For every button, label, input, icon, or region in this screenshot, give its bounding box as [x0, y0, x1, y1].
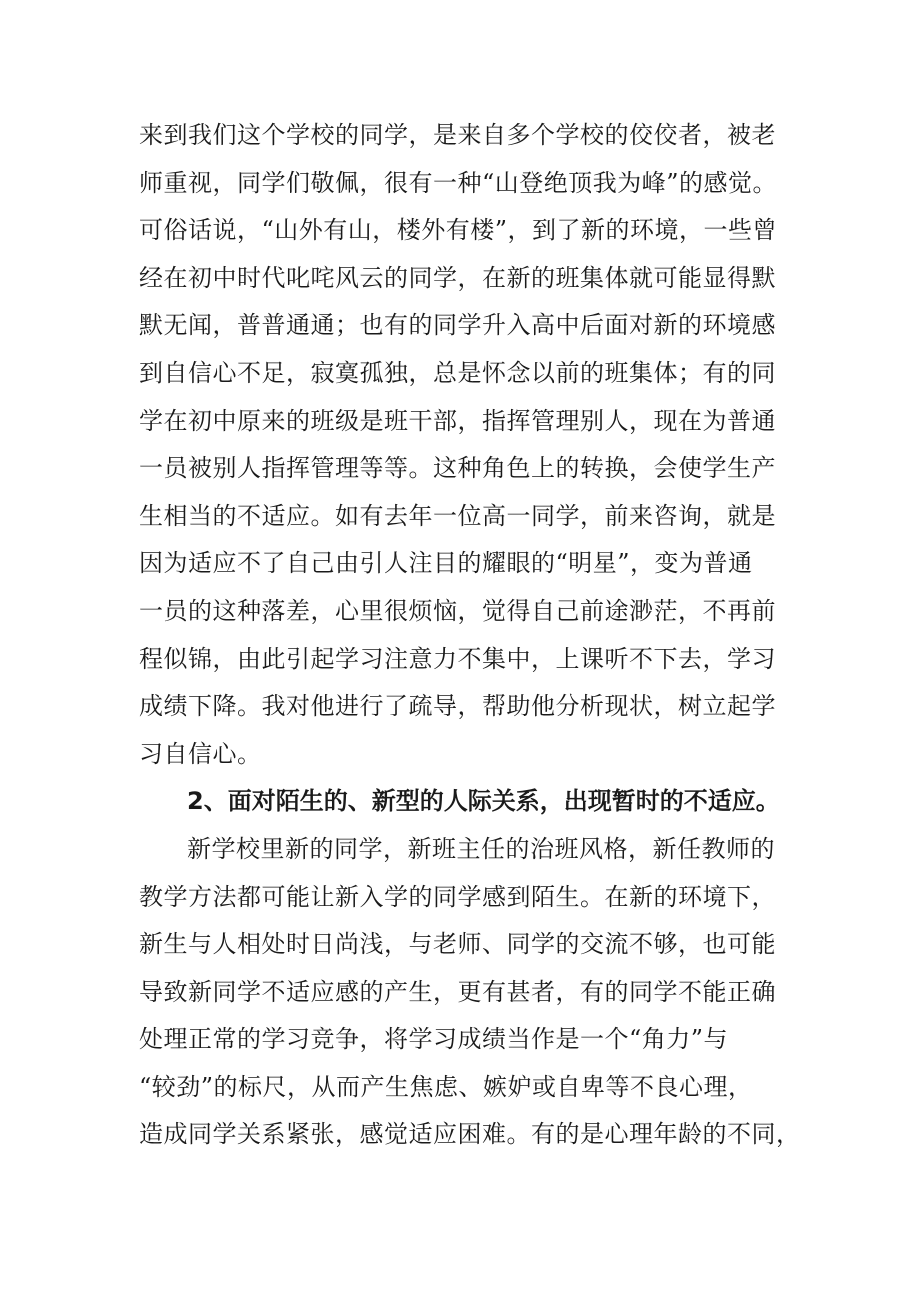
- text-line: 习自信心。: [139, 739, 262, 768]
- text-line: 默无闻，普普通通；也有的同学升入高中后面对新的环境感: [139, 311, 776, 340]
- text-line: 来到我们这个学校的同学，是来自多个学校的佼佼者，被老: [139, 121, 776, 149]
- text-line: 造成同学关系紧张，感觉适应困难。有的是心理年龄的不同，: [139, 1120, 801, 1149]
- text-line: 教学方法都可能让新入学的同学感到陌生。在新的环境下，: [139, 882, 776, 911]
- text-line: 程似锦，由此引起学习注意力不集中，上课听不下去，学习: [139, 644, 776, 673]
- text-line: 学在初中原来的班级是班干部，指挥管理别人，现在为普通: [139, 406, 776, 435]
- section-heading: 2、面对陌生的、新型的人际关系，出现暂时的不适应。: [187, 787, 780, 816]
- text-line: 可俗话说，“山外有山，楼外有楼”，到了新的环境，一些曾: [139, 216, 778, 245]
- text-line: “较劲”的标尺，从而产生焦虑、嫉妒或自卑等不良心理，: [139, 1072, 753, 1101]
- text-line: 成绩下降。我对他进行了疏导，帮助他分析现状，树立起学: [139, 692, 776, 721]
- text-line: 新学校里新的同学，新班主任的治班风格，新任教师的: [187, 834, 775, 863]
- text-line: 到自信心不足，寂寞孤独，总是怀念以前的班集体；有的同: [139, 358, 776, 387]
- text-line: 一员被别人指挥管理等等。这种角色上的转换，会使学生产: [139, 454, 776, 483]
- text-line: 新生与人相处时日尚浅，与老师、同学的交流不够，也可能: [139, 930, 776, 959]
- text-line: 处理正常的学习竞争，将学习成绩当作是一个“角力”与: [139, 1025, 729, 1054]
- document-body: [139, 112, 801, 1159]
- text-line: 师重视，同学们敬佩，很有一种“山登绝顶我为峰”的感觉。: [139, 168, 778, 197]
- text-line: 因为适应不了自己由引人注目的耀眼的“明星”，变为普通: [139, 549, 753, 578]
- text-line: 一员的这种落差，心里很烦恼，觉得自己前途渺茫，不再前: [139, 596, 776, 625]
- text-line: 生相当的不适应。如有去年一位高一同学，前来咨询，就是: [139, 501, 776, 530]
- text-line: 经在初中时代叱咤风云的同学，在新的班集体就可能显得默: [139, 263, 776, 292]
- text-line: 导致新同学不适应感的产生，更有甚者，有的同学不能正确: [139, 977, 776, 1006]
